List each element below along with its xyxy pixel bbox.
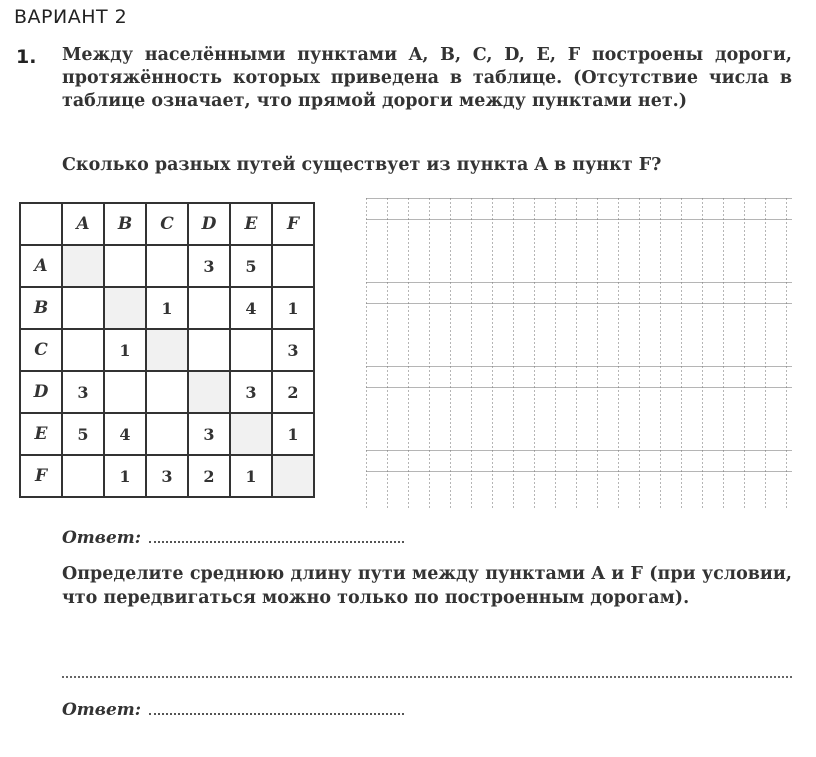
distance-cell xyxy=(188,371,230,413)
distance-cell xyxy=(62,455,104,497)
distance-cell: 3 xyxy=(62,371,104,413)
answer-label-2: Ответ: xyxy=(62,700,142,720)
row-header: A xyxy=(20,245,62,287)
distance-cell xyxy=(104,371,146,413)
task-question: Сколько разных путей существует из пункта A в пункт F? xyxy=(62,155,662,175)
distance-cell: 5 xyxy=(230,245,272,287)
row-header: F xyxy=(20,455,62,497)
table-row xyxy=(20,455,314,497)
distance-cell xyxy=(62,329,104,371)
distance-cell: 3 xyxy=(188,245,230,287)
column-header: F xyxy=(272,203,314,245)
distance-cell xyxy=(146,245,188,287)
distance-cell xyxy=(146,413,188,455)
distance-cell xyxy=(146,329,188,371)
distance-cell: 3 xyxy=(146,455,188,497)
task-paragraph xyxy=(62,44,792,113)
distance-cell: 1 xyxy=(146,287,188,329)
distance-cell: 1 xyxy=(104,455,146,497)
distance-cell: 5 xyxy=(62,413,104,455)
table-row xyxy=(20,245,314,287)
task-question-2: Определите среднюю длину пути между пунктами A и F (при условии, что передвигаться можно только по построенным дорогам). xyxy=(62,564,792,608)
distance-cell: 1 xyxy=(272,413,314,455)
column-header: E xyxy=(230,203,272,245)
distance-cell xyxy=(188,329,230,371)
distance-cell xyxy=(230,329,272,371)
variant-title: ВАРИАНТ 2 xyxy=(14,6,128,28)
distance-cell: 1 xyxy=(104,329,146,371)
answer-row-2 xyxy=(62,700,404,720)
answer-input-line[interactable] xyxy=(149,529,404,543)
distance-cell xyxy=(272,455,314,497)
distance-cell xyxy=(104,287,146,329)
column-header: C xyxy=(146,203,188,245)
distance-cell: 1 xyxy=(230,455,272,497)
distance-cell xyxy=(230,413,272,455)
distance-cell: 3 xyxy=(188,413,230,455)
answer-label: Ответ: xyxy=(62,528,142,548)
answer-input-line-2[interactable] xyxy=(149,701,404,715)
squared-draft-grid xyxy=(366,198,792,510)
distance-cell: 4 xyxy=(230,287,272,329)
table-corner-cell xyxy=(20,203,62,245)
distance-cell: 3 xyxy=(230,371,272,413)
distance-cell: 2 xyxy=(272,371,314,413)
task-number: 1. xyxy=(16,46,37,68)
row-header: E xyxy=(20,413,62,455)
row-header: B xyxy=(20,287,62,329)
table-row xyxy=(20,413,314,455)
distance-cell xyxy=(104,245,146,287)
distance-cell xyxy=(62,245,104,287)
table-row xyxy=(20,329,314,371)
distance-cell xyxy=(188,287,230,329)
table-row xyxy=(20,287,314,329)
distance-cell: 1 xyxy=(272,287,314,329)
distance-cell xyxy=(62,287,104,329)
answer-row-1 xyxy=(62,528,404,548)
distance-cell: 4 xyxy=(104,413,146,455)
distance-cell xyxy=(146,371,188,413)
distance-table xyxy=(19,202,315,498)
distance-cell xyxy=(272,245,314,287)
distance-cell: 3 xyxy=(272,329,314,371)
table-header-row xyxy=(20,203,314,245)
row-header: D xyxy=(20,371,62,413)
column-header: B xyxy=(104,203,146,245)
distance-cell: 2 xyxy=(188,455,230,497)
working-line[interactable] xyxy=(62,676,792,678)
column-header: D xyxy=(188,203,230,245)
table-row xyxy=(20,371,314,413)
row-header: C xyxy=(20,329,62,371)
task-paragraph-text: Между населёнными пунктами A, B, C, D, E, F построены дороги, протяжённость которых приведена в таблице. (Отсутствие числа в таблице означает, что прямой дороги между пунктами нет.) xyxy=(62,45,792,111)
column-header: A xyxy=(62,203,104,245)
